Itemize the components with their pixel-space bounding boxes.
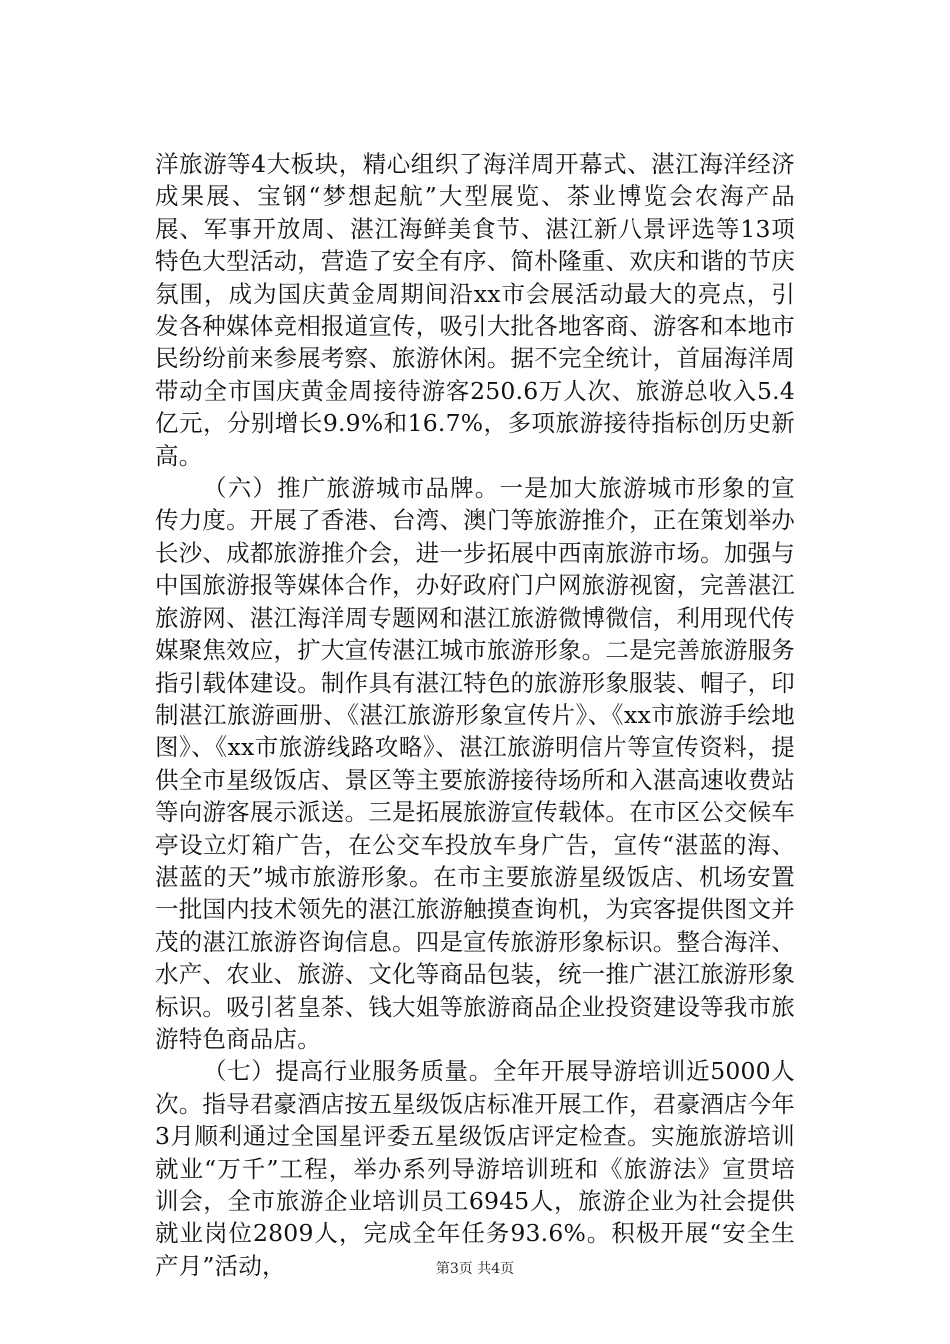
page-number-footer: 第3页 共4页 bbox=[435, 1261, 515, 1277]
paragraph-section-seven: （七）提高行业服务质量。全年开展导游培训近5000人次。指导君豪酒店按五星级饭店标准开展工作，君豪酒店今年3月顺利通过全国星评委五星级饭店评定检查。实施旅游培训就业“万千”工程，举办系列导游培训班和《旅游法》宣贯培训会，全市旅游企业培训员工6945人，旅游企业为社会提供就业岗位2809人，完成全年任务93.6%。积极开展“安全生产月”活动， bbox=[155, 1057, 795, 1280]
paragraph-section-six: （六）推广旅游城市品牌。一是加大旅游城市形象的宣传力度。开展了香港、台湾、澳门等旅游推介，正在策划举办长沙、成都旅游推介会，进一步拓展中西南旅游市场。加强与中国旅游报等媒体合作，办好政府门户网旅游视窗，完善湛江旅游网、湛江海洋周专题网和湛江旅游微博微信，利用现代传媒聚焦效应，扩大宣传湛江城市旅游形象。二是完善旅游服务指引载体建设。制作具有湛江特色的旅游形象服装、帽子，印制湛江旅游画册、《湛江旅游形象宣传片》、《xx市旅游手绘地图》、《xx市旅游线路攻略》、湛江旅游明信片等宣传资料，提供全市星级饭店、景区等主要旅游接待场所和入湛高速收费站等向游客展示派送。三是拓展旅游宣传载体。在市区公交候车亭设立灯箱广告，在公交车投放车身广告，宣传“湛蓝的海、湛蓝的天”城市旅游形象。在市主要旅游星级饭店、机场安置一批国内技术领先的湛江旅游触摸查询机，为宾客提供图文并茂的湛江旅游咨询信息。四是宣传旅游形象标识。整合海洋、水产、农业、旅游、文化等商品包装，统一推广湛江旅游形象标识。吸引茗皇茶、钱大姐等旅游商品企业投资建设等我市旅游特色商品店。 bbox=[155, 474, 795, 1053]
paragraph-continuation: 洋旅游等4大板块，精心组织了海洋周开幕式、湛江海洋经济成果展、宝钢“梦想起航”大型展览、茶业博览会农海产品展、军事开放周、湛江海鲜美食节、湛江新八景评选等13项特色大型活动，营造了安全有序、简朴隆重、欢庆和谐的节庆氛围，成为国庆黄金周期间沿xx市会展活动最大的亮点，引发各种媒体竞相报道宣传，吸引大批各地客商、游客和本地市民纷纷前来参展考察、旅游休闲。据不完全统计，首届海洋周带动全市国庆黄金周接待游客250.6万人次、旅游总收入5.4亿元，分别增长9.9%和16.7%，多项旅游接待指标创历史新高。 bbox=[155, 150, 795, 470]
document-body bbox=[155, 148, 795, 1282]
